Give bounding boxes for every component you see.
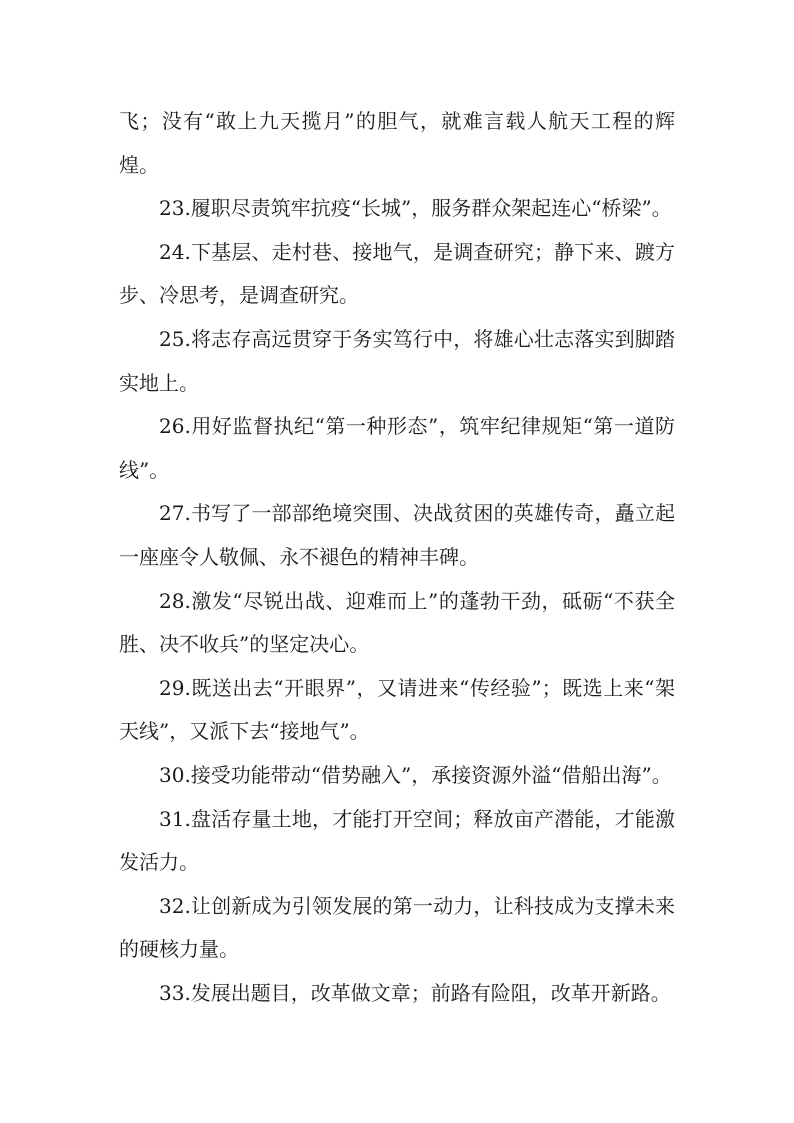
item-25: 25.将志存高远贯穿于务实笃行中，将雄心壮志落实到脚踏实地上。: [119, 326, 675, 395]
item-33: 33.发展出题目，改革做文章；前路有险阻，改革开新路。: [159, 980, 671, 1005]
item-24: 24.下基层、走村巷、接地气，是调查研究；静下来、踱方步、冷思考，是调查研究。: [119, 239, 675, 308]
continuation-paragraph: 飞；没有“敢上九天揽月”的胆气，就难言载人航天工程的辉煌。: [119, 109, 675, 177]
item-32: 32.让创新成为引领发展的第一动力，让科技成为支撑未来的硬核力量。: [119, 893, 675, 962]
item-28: 28.激发“尽锐出战、迎难而上”的蓬勃干劲，砥砺“不获全胜、决不收兵”的坚定决心。: [119, 588, 675, 657]
document-body: [119, 100, 675, 1015]
item-26: 26.用好监督执纪“第一种形态”，筑牢纪律规矩“第一道防线”。: [119, 414, 675, 482]
item-27: 27.书写了一部部绝境突围、决战贫困的英雄传奇，矗立起一座座令人敬佩、永不褪色的精神丰碑。: [119, 501, 675, 569]
item-23: 23.履职尽责筑牢抗疫“长城”，服务群众架起连心“桥梁”。: [159, 196, 672, 221]
item-29: 29.既送出去“开眼界”，又请进来“传经验”；既选上来“架天线”，又派下去“接地气”。: [119, 675, 675, 744]
item-30: 30.接受功能带动“借势融入”，承接资源外溢“借船出海”。: [159, 762, 672, 787]
item-31: 31.盘活存量土地，才能打开空间；释放亩产潜能，才能激发活力。: [119, 806, 675, 875]
